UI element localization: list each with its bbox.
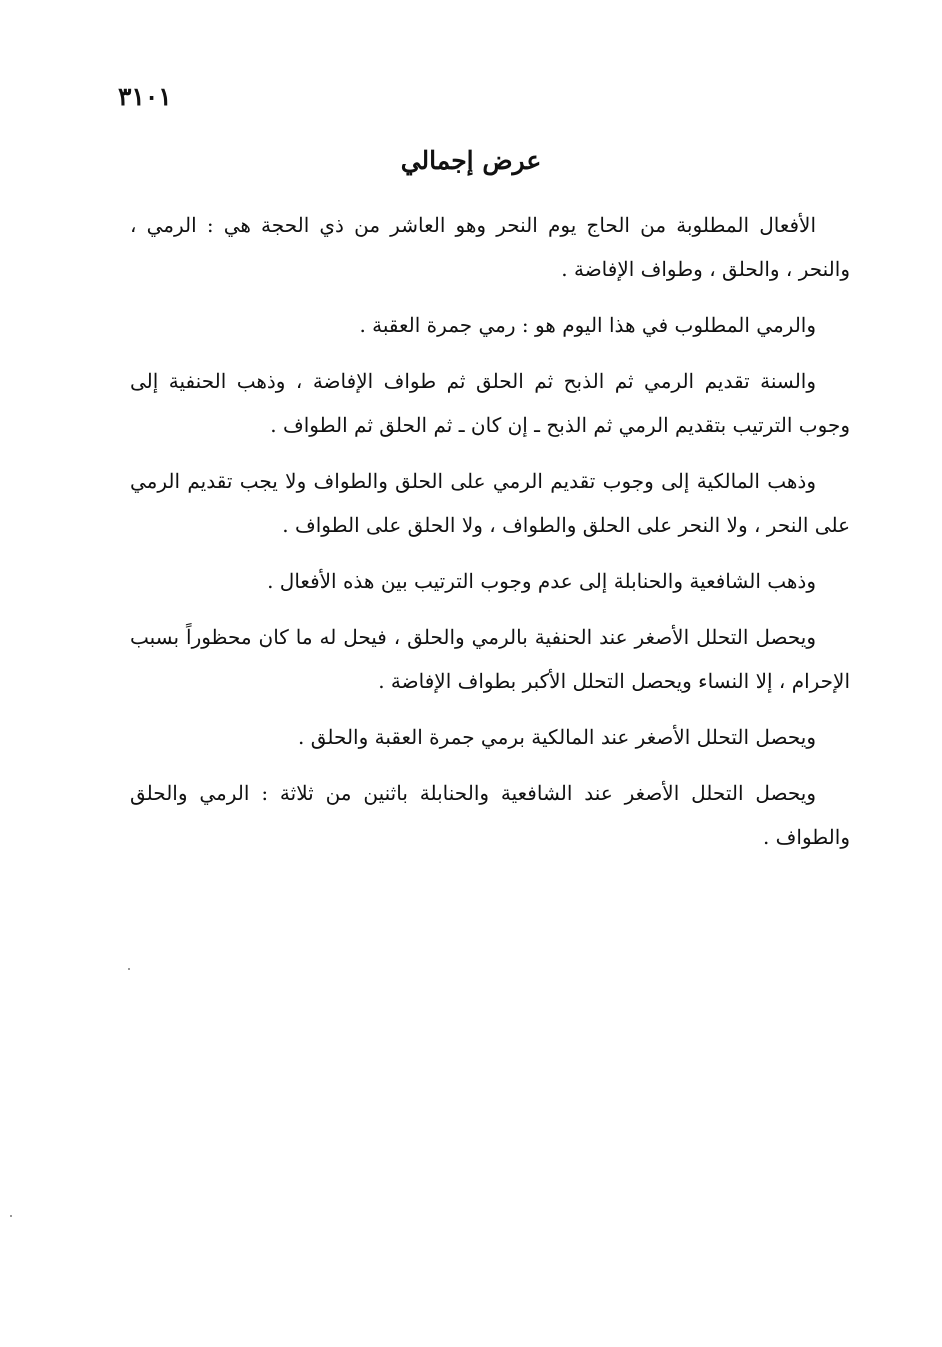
paragraph-3: والسنة تقديم الرمي ثم الذبح ثم الحلق ثم طواف الإفاضة ، وذهب الحنفية إلى وجوب الترتيب بتقديم الرمي ثم الذبح ـ إن كان ـ ثم الحلق ثم الطواف .	[130, 369, 850, 437]
paragraph-4: وذهب المالكية إلى وجوب تقديم الرمي على الحلق والطواف ولا يجب تقديم الرمي على النحر ، ولا النحر على الحلق والطواف ، ولا الحلق على الطواف .	[130, 469, 850, 537]
paragraph-7: ويحصل التحلل الأصغر عند المالكية برمي جمرة العقبة والحلق .	[298, 725, 816, 749]
page-title: عرض إجمالي	[400, 146, 542, 175]
body-text	[130, 203, 850, 871]
paragraph-5: وذهب الشافعية والحنابلة إلى عدم وجوب الترتيب بين هذه الأفعال .	[267, 569, 816, 593]
paragraph-6: ويحصل التحلل الأصغر عند الحنفية بالرمي والحلق ، فيحل له ما كان محظوراً بسبب الإحرام ، إلا النساء ويحصل التحلل الأكبر بطواف الإفاضة .	[130, 625, 850, 693]
page-number: ٣١٠١	[118, 82, 172, 111]
scan-speck	[128, 968, 130, 970]
paragraph-1: الأفعال المطلوبة من الحاج يوم النحر وهو العاشر من ذي الحجة هي : الرمي ، والنحر ، والحلق ، وطواف الإفاضة .	[130, 213, 850, 281]
scan-speck	[10, 1215, 12, 1217]
paragraph-8: ويحصل التحلل الأصغر عند الشافعية والحنابلة باثنين من ثلاثة : الرمي والحلق والطواف .	[130, 781, 850, 849]
paragraph-2: والرمي المطلوب في هذا اليوم هو : رمي جمرة العقبة .	[359, 313, 816, 337]
